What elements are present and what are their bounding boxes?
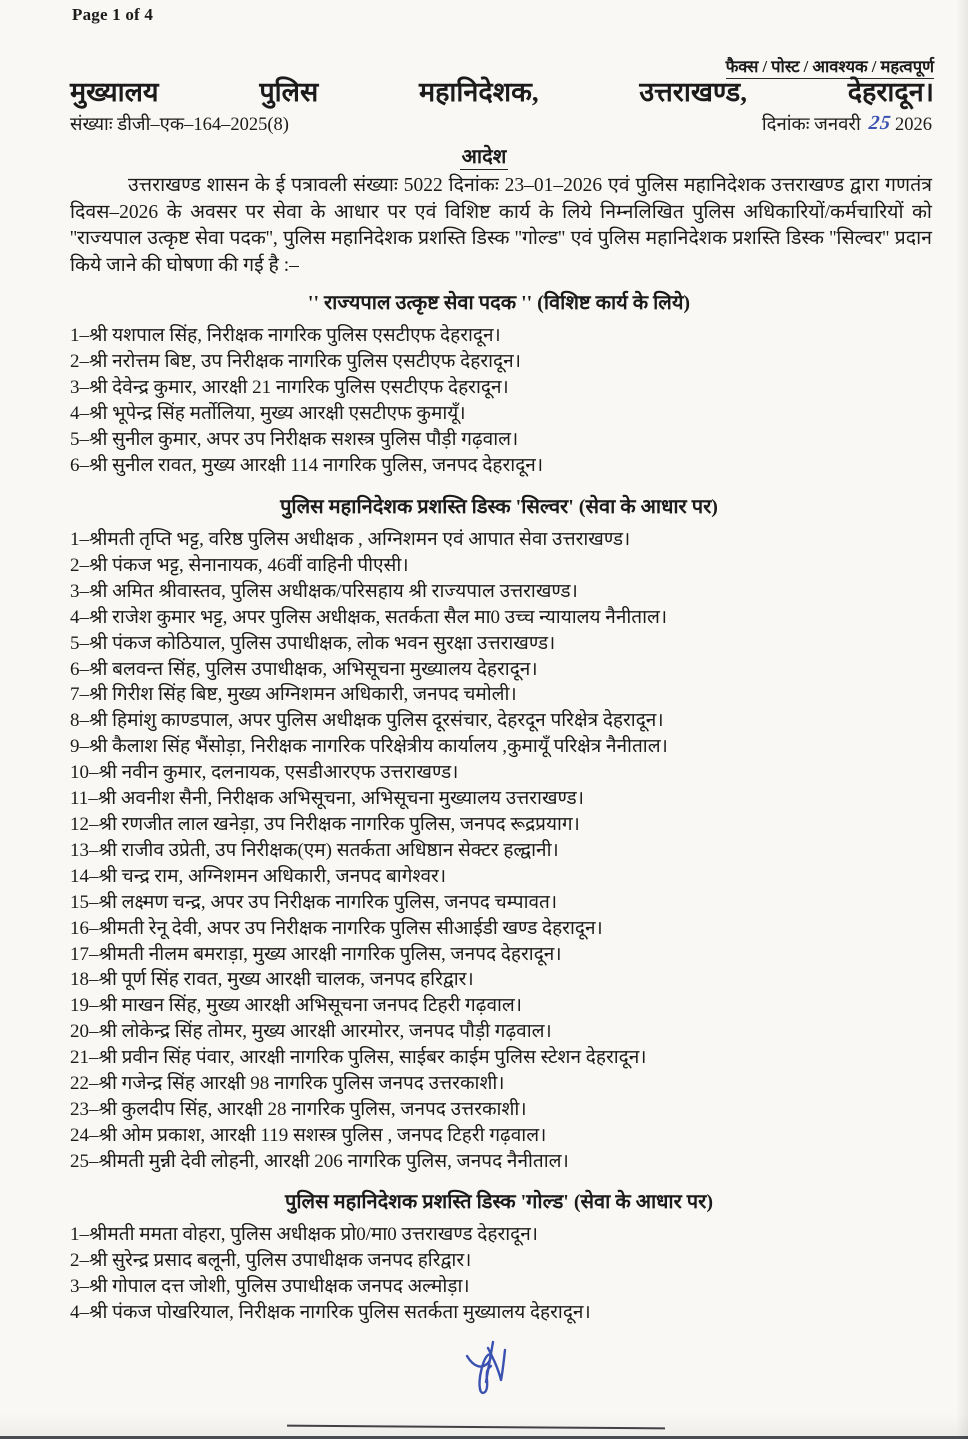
award-list-item: 19–श्री माखन सिंह, मुख्य आरक्षी अभिसूचना जनपद टिहरी गढ़वाल।	[70, 995, 523, 1017]
handwritten-date-day: 25	[868, 112, 894, 134]
award-list-item: 13–श्री राजीव उप्रेती, उप निरीक्षक(एम) सतर्कता अधिष्ठान सेक्टर हल्द्वानी।	[70, 839, 559, 861]
signature-ink-icon	[455, 1330, 525, 1410]
award-list-item: 22–श्री गजेन्द्र सिंह आरक्षी 98 नागरिक पुलिस जनपद उत्तरकाशी।	[70, 1073, 505, 1095]
award-list-item: 1–श्रीमती तृप्ति भट्ट, वरिष्ठ पुलिस अधीक्षक , अग्निशमन एवं आपात सेवा उत्तराखण्ड।	[70, 529, 631, 550]
order-heading: आदेश	[461, 146, 507, 168]
award-list-item: 4–श्री पंकज पोखरियाल, निरीक्षक नागरिक पुलिस सतर्कता मुख्यालय देहरादून।	[70, 1301, 591, 1323]
letterhead-title	[70, 72, 934, 109]
award-list-item: 3–श्री देवेन्द्र कुमार, आरक्षी 21 नागरिक पुलिस एसटीएफ देहरादून।	[70, 376, 509, 398]
letterhead-word: देहरादून।	[847, 77, 934, 107]
routing-tags-line: फैक्स / पोस्ट / आवश्यक / महत्वपूर्ण	[726, 54, 934, 79]
award-list-item: 14–श्री चन्द्र राम, अग्निशमन अधिकारी, जनपद बागेश्वर।	[70, 865, 447, 887]
award-section	[70, 495, 928, 1175]
award-list-item: 24–श्री ओम प्रकाश, आरक्षी 119 सशस्त्र पुलिस , जनपद टिहरी गढ़वाल।	[70, 1124, 547, 1146]
award-list-item: 12–श्री रणजीत लाल खनेड़ा, उप निरीक्षक नागरिक पुलिस, जनपद रूद्रप्रयाग।	[70, 813, 580, 835]
letterhead-word: महानिदेशक,	[418, 77, 539, 107]
letterhead-word: पुलिस	[259, 77, 319, 107]
award-list-item: 6–श्री बलवन्त सिंह, पुलिस उपाधीक्षक, अभिसूचना मुख्यालय देहरादून।	[70, 658, 538, 680]
award-section	[70, 291, 928, 478]
award-list-item: 18–श्री पूर्ण सिंह रावत, मुख्य आरक्षी चालक, जनपद हरिद्वार।	[70, 969, 474, 991]
award-list	[70, 527, 928, 1175]
award-list-item: 5–श्री पंकज कोठियाल, पुलिस उपाधीक्षक, लोक भवन सुरक्षा उत्तराखण्ड।	[70, 632, 556, 654]
award-list-item: 2–श्री पंकज भट्ट, सेनानायक, 46वीं वाहिनी पीएसी।	[70, 554, 409, 576]
award-section	[70, 1190, 928, 1326]
award-list-item: 17–श्रीमती नीलम बमराड़ा, मुख्य आरक्षी नागरिक पुलिस, जनपद देहरादून।	[70, 943, 562, 965]
reference-number: संख्याः डीजी–एक–164–2025(8)	[70, 115, 289, 135]
scan-right-shading	[956, 0, 968, 1439]
section-heading: पुलिस महानिदेशक प्रशस्ति डिस्क 'गोल्ड' (सेवा के आधार पर)	[285, 1191, 713, 1213]
award-list-item: 1–श्री यशपाल सिंह, निरीक्षक नागरिक पुलिस एसटीएफ देहरादून।	[70, 325, 501, 346]
date-year: 2026	[895, 115, 932, 135]
section-heading: '' राज्यपाल उत्कृष्ट सेवा पदक '' (विशिष्ट कार्य के लिये)	[307, 292, 691, 314]
award-list-item: 16–श्रीमती रेनू देवी, अपर उप निरीक्षक नागरिक पुलिस सीआईडी खण्ड देहरादून।	[70, 917, 603, 939]
award-list-item: 15–श्री लक्ष्मण चन्द्र, अपर उप निरीक्षक नागरिक पुलिस, जनपद चम्पावत।	[70, 891, 558, 913]
letterhead-word: उत्तराखण्ड,	[639, 77, 747, 107]
letterhead-word: मुख्यालय	[70, 77, 159, 107]
award-list-item: 11–श्री अवनीश सैनी, निरीक्षक अभिसूचना, अभिसूचना मुख्यालय उत्तराखण्ड।	[70, 788, 584, 810]
award-list-item: 1–श्रीमती ममता वोहरा, पुलिस अधीक्षक प्रो0/मा0 उत्तराखण्ड देहरादून।	[70, 1224, 538, 1245]
award-list-item: 25–श्रीमती मुन्नी देवी लोहनी, आरक्षी 206 नागरिक पुलिस, जनपद नैनीताल।	[70, 1150, 569, 1172]
page-number-label: Page 1 of 4	[72, 5, 154, 24]
award-list-item: 5–श्री सुनील कुमार, अपर उप निरीक्षक सशस्त्र पुलिस पौड़ी गढ़वाल।	[70, 428, 519, 450]
award-list-item: 3–श्री अमित श्रीवास्तव, पुलिस अधीक्षक/परिसहाय श्री राज्यपाल उत्तराखण्ड।	[70, 580, 578, 602]
award-list-item: 9–श्री कैलाश सिंह भैंसोड़ा, निरीक्षक नागरिक परिक्षेत्रीय कार्यालय ,कुमायूँ परिक्षेत्र नैनीताल।	[70, 736, 668, 758]
award-list-item: 4–श्री भूपेन्द्र सिंह मर्तोलिया, मुख्य आरक्षी एसटीएफ कुमायूँ।	[70, 402, 466, 424]
date-prefix: दिनांकः जनवरी	[761, 115, 861, 135]
signature-scribble	[455, 1330, 525, 1415]
intro-paragraph: उत्तराखण्ड शासन के ई पत्रावली संख्याः 5022 दिनांकः 23–01–2026 एवं पुलिस महानिदेशक उत्तराखण्ड द्वारा गणतंत्र दिवस–2026 के अवसर पर सेवा के आधार पर एवं विशिष्ट कार्य के लिये निम्नलिखित पुलिस अधिकारियों/कर्मचारियों को ''राज्यपाल उत्कृष्ट सेवा पदक'', पुलिस महानिदेशक प्रशस्ति डिस्क ''गोल्ड'' एवं पुलिस महानिदेशक प्रशस्ति डिस्क ''सिल्वर'' प्रदान किये जाने की घोषणा की गई है :–	[70, 175, 932, 276]
scan-artifact-line	[287, 1425, 665, 1430]
award-list-item: 2–श्री सुरेन्द्र प्रसाद बलूनी, पुलिस उपाधीक्षक जनपद हरिद्वार।	[70, 1249, 472, 1271]
award-list-item: 4–श्री राजेश कुमार भट्ट, अपर पुलिस अधीक्षक, सतर्कता सैल मा0 उच्च न्यायालय नैनीताल।	[70, 606, 668, 628]
award-list-item: 2–श्री नरोत्तम बिष्ट, उप निरीक्षक नागरिक पुलिस एसटीएफ देहरादून।	[70, 350, 521, 372]
award-list-item: 7–श्री गिरीश सिंह बिष्ट, मुख्य अग्निशमन अधिकारी, जनपद चमोली।	[70, 684, 517, 706]
award-list	[70, 323, 928, 478]
award-list-item: 23–श्री कुलदीप सिंह, आरक्षी 28 नागरिक पुलिस, जनपद उत्तरकाशी।	[70, 1098, 527, 1120]
reference-and-date-row	[70, 111, 932, 136]
award-list-item: 21–श्री प्रवीन सिंह पंवार, आरक्षी नागरिक पुलिस, साईबर काईम पुलिस स्टेशन देहरादून।	[70, 1047, 647, 1069]
date-line	[762, 111, 932, 136]
section-heading: पुलिस महानिदेशक प्रशस्ति डिस्क 'सिल्वर' (सेवा के आधार पर)	[280, 496, 718, 518]
award-list-item: 8–श्री हिमांशु काण्डपाल, अपर पुलिस अधीक्षक पुलिस दूरसंचार, देहरदून परिक्षेत्र देहरादून।	[70, 710, 664, 732]
award-list-item: 10–श्री नवीन कुमार, दलनायक, एसडीआरएफ उत्तराखण्ड।	[70, 762, 459, 784]
award-list	[70, 1222, 928, 1326]
award-list-item: 20–श्री लोकेन्द्र सिंह तोमर, मुख्य आरक्षी आरमोरर, जनपद पौड़ी गढ़वाल।	[70, 1021, 552, 1043]
award-list-item: 6–श्री सुनील रावत, मुख्य आरक्षी 114 नागरिक पुलिस, जनपद देहरादून।	[70, 454, 544, 476]
award-list-item: 3–श्री गोपाल दत्त जोशी, पुलिस उपाधीक्षक जनपद अल्मोड़ा।	[70, 1275, 470, 1297]
